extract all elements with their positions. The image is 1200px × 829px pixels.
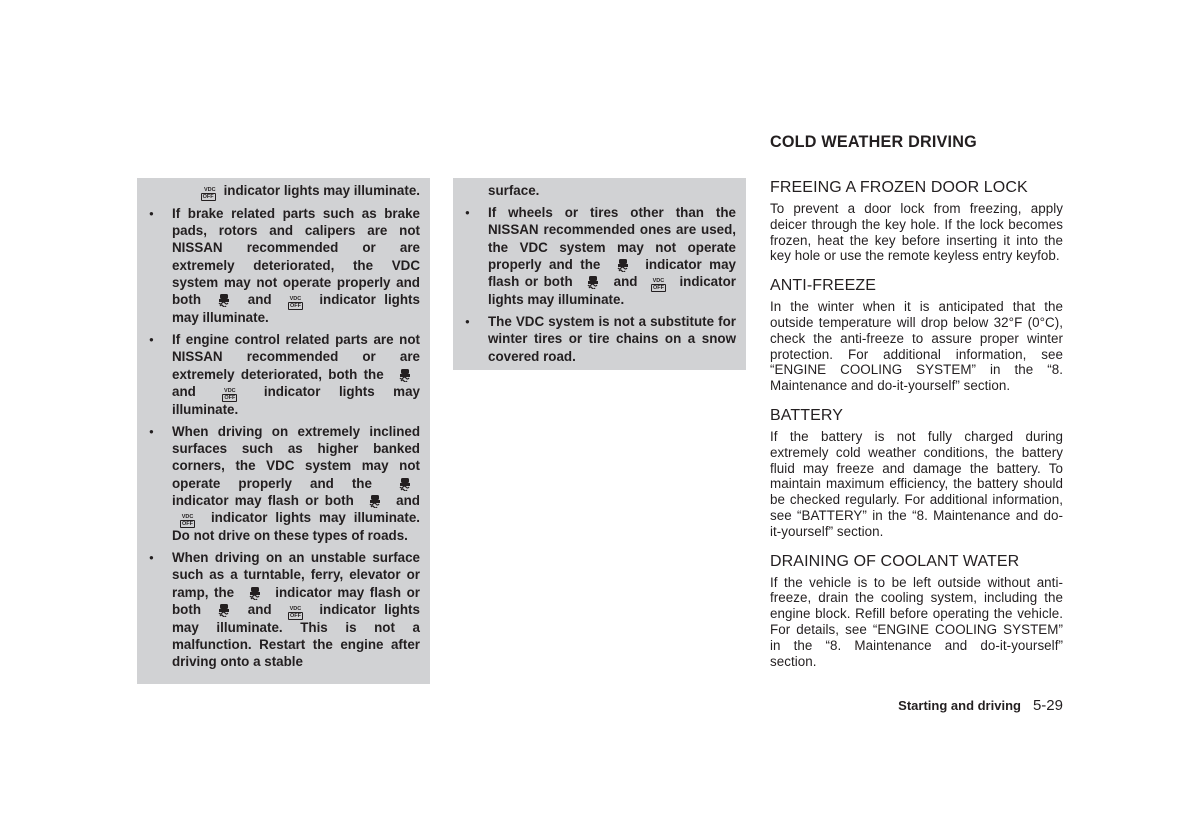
vdc-off-icon: VDC OFF	[224, 387, 236, 401]
list-item: ● If engine control related parts are not NISSAN recommended or are extremely deteriorated, both the and VDC OFF indicator lights may illuminate.	[149, 331, 420, 418]
warning-box-right	[453, 178, 746, 370]
list-item: ● If wheels or tires other than the NISSAN recommended ones are used, the VDC system may not operate properly and the indicator may flash or both and VDC OFF indicator lights may illuminate.	[465, 204, 736, 308]
slip-indicator-icon	[217, 293, 231, 307]
page-footer	[898, 697, 1063, 714]
vdc-off-icon: VDC OFF	[289, 605, 302, 619]
slip-indicator-icon	[217, 603, 231, 617]
vdc-off-icon: VDC OFF	[652, 278, 665, 292]
subheading-battery: BATTERY	[770, 406, 844, 424]
warning-box-left	[137, 178, 430, 684]
subheading-anti-freeze: ANTI-FREEZE	[770, 277, 876, 295]
slip-indicator-icon	[398, 368, 412, 382]
paragraph-coolant: If the vehicle is to be left outside without anti-freeze, drain the cooling system, including the engine block. Refill before operating the vehicle. For details, see “ENGINE COOLING SYSTEM” in the “8. Maintenance and do-it-yourself” section.	[770, 574, 1063, 669]
slip-indicator-icon	[248, 586, 262, 600]
subheading-coolant: DRAINING OF COOLANT WATER	[770, 552, 1020, 570]
subheading-door-lock: FREEING A FROZEN DOOR LOCK	[770, 179, 1028, 196]
slip-indicator-icon	[616, 258, 630, 272]
list-item: ● When driving on an unstable surface such as a turntable, ferry, elevator or ramp, the indicator may flash or both and VDC OFF indicator lights may illuminate. This is not a malfunction. Restart the engine after driving onto a stable	[149, 549, 420, 670]
slip-indicator-icon	[398, 477, 412, 491]
vdc-off-icon: VDC OFF	[289, 296, 302, 310]
vdc-off-icon: VDC OFF	[181, 514, 194, 528]
section-title: COLD WEATHER DRIVING	[770, 133, 977, 151]
paragraph-door-lock: To prevent a door lock from freezing, apply deicer through the key hole. If the lock becomes frozen, heat the key before inserting it into the key hole or use the remote keyless entry keyfob.	[770, 201, 1063, 264]
vdc-off-icon: VDC OFF	[202, 187, 216, 200]
list-item: ● When driving on extremely inclined surfaces such as higher banked corners, the VDC system may not operate properly and the indicator may flash or both and VDC OFF indicator lights may illuminate. Do not drive on these types of roads.	[149, 423, 420, 544]
paragraph-anti-freeze: In the winter when it is anticipated that the outside temperature will drop below 32°F (0°C), check the anti-freeze to assure proper winter protection. For additional information, see “ENGINE COOLING SYSTEM” in the “8. Maintenance and do-it-yourself” section.	[770, 299, 1063, 394]
footer-section-name: Starting and driving	[898, 698, 1021, 713]
warning-list	[149, 205, 420, 670]
slip-indicator-icon	[368, 494, 382, 508]
paragraph-battery: If the battery is not fully charged during extremely cold weather conditions, the battery fluid may freeze and damage the battery. To maintain maximum efficiency, the battery should be checked regularly. For additional information, see “BATTERY” in the “8. Maintenance and do-it-yourself” section.	[770, 428, 1063, 539]
list-item: ● If brake related parts such as brake pads, rotors and calipers are not NISSAN recommended or are extremely deteriorated, the VDC system may not operate properly and both and VDC OFF indicator lights may illuminate.	[149, 205, 420, 326]
warning-list	[465, 204, 736, 365]
warning-continuation: surface.	[488, 183, 540, 198]
list-item: ● The VDC system is not a substitute for winter tires or tire chains on a snow covered road.	[465, 313, 736, 365]
warning-continuation: VDC OFF indicator lights may illuminate.	[202, 183, 420, 200]
page-number: 5-29	[1032, 697, 1063, 714]
cold-weather-section	[770, 130, 1063, 669]
slip-indicator-icon	[586, 275, 600, 289]
